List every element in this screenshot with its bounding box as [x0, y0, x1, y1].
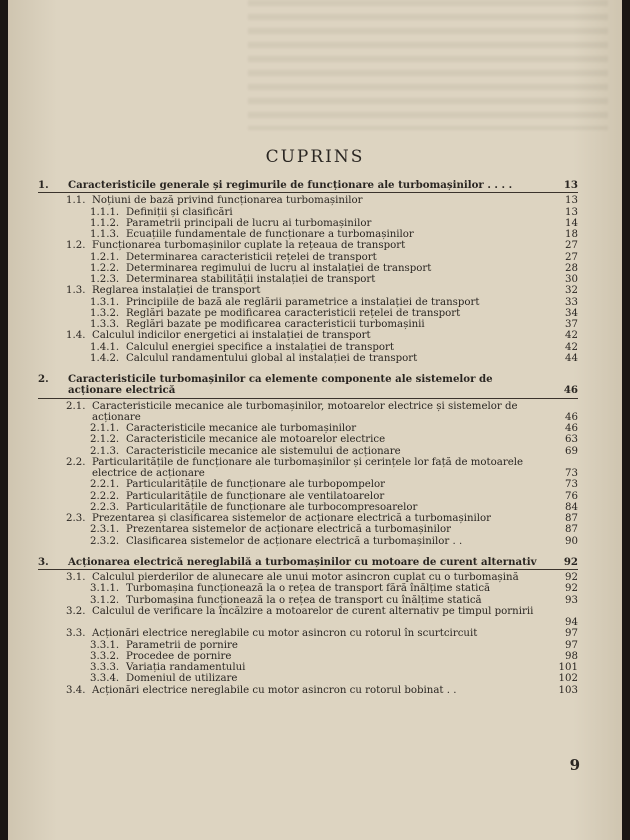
toc-number: 1.2. — [66, 240, 86, 252]
toc-number: 2. — [38, 373, 49, 385]
toc-number: 3.4. — [66, 684, 86, 696]
toc-row-1-1-2[interactable] — [38, 218, 578, 229]
toc-title: Caracteristicile generale și regimurile de funcționare ale turbomașinilor . . . . — [68, 179, 513, 191]
toc-row-2-3-2[interactable] — [38, 536, 578, 547]
toc-title: Procedee de pornire — [126, 650, 232, 662]
toc-number: 3.3. — [66, 628, 86, 640]
toc-page: 13 — [563, 179, 578, 191]
toc-number: 1.2.1. — [90, 251, 120, 263]
toc-number: 2.2.3. — [90, 501, 120, 513]
divider — [38, 398, 578, 399]
toc-title: Caracteristicile turbomașinilor ca elemente componente ale sistemelor de acționare electrică — [68, 373, 493, 397]
toc-row-3-3-2[interactable] — [38, 651, 578, 662]
toc-number: 1.4. — [66, 330, 86, 342]
toc-title: Caracteristicile mecanice ale sistemului de acționare — [126, 445, 401, 457]
toc-number: 2.2. — [66, 456, 86, 468]
toc-row-2-2-1[interactable] — [38, 479, 578, 490]
toc-row-2-1[interactable] — [38, 401, 578, 424]
toc-number: 3.3.2. — [90, 650, 120, 662]
toc-page: 13 — [565, 206, 578, 218]
toc-number: 3.3.3. — [90, 662, 120, 673]
toc-page: 76 — [565, 490, 578, 502]
toc-page: 27 — [565, 251, 578, 263]
toc-row-3-3-3[interactable] — [38, 662, 578, 673]
toc-title: Turbomașina funcționează la o rețea de transport cu înălțime statică — [126, 594, 482, 606]
toc-title: Acționări electrice nereglabile cu motor asincron cu rotorul în scurtcircuit — [92, 628, 478, 640]
toc-number: 3. — [38, 555, 49, 568]
toc-number: 1.2.3. — [90, 274, 120, 285]
toc-title: Clasificarea sistemelor de acționare electrică a turbomașinilor . . — [126, 535, 463, 547]
toc-row-2-1-3[interactable] — [38, 446, 578, 457]
toc-number: 3.2. — [66, 605, 86, 617]
toc-title: Caracteristicile mecanice ale motoarelor electrice — [126, 434, 386, 446]
page-title: CUPRINS — [265, 147, 365, 167]
toc-row-1-1[interactable] — [38, 195, 578, 206]
toc-title: Reglarea instalației de transport — [92, 285, 261, 297]
toc-row-3-2[interactable] — [38, 606, 578, 629]
toc-page: 27 — [565, 240, 578, 252]
toc-row-1-3-1[interactable] — [38, 297, 578, 308]
toc-page: 42 — [565, 330, 578, 342]
toc-number: 3.3.4. — [90, 673, 120, 685]
toc-row-1-4-2[interactable] — [38, 353, 578, 364]
toc-page: 28 — [565, 262, 578, 274]
toc-page: 102 — [558, 673, 578, 685]
toc-title: Calculul indicilor energetici ai instalației de transport — [92, 330, 371, 342]
toc-title: Calculul randamentului global al instalației de transport — [126, 352, 418, 364]
toc-row-2-1-1[interactable] — [38, 423, 578, 434]
toc-row-1-3[interactable] — [38, 285, 578, 296]
toc-title: Principiile de bază ale reglării parametrice a instalației de transport — [126, 296, 480, 308]
toc-row-2-3[interactable] — [38, 513, 578, 524]
toc-row-2-2-3[interactable] — [38, 502, 578, 513]
toc-row-3-3-1[interactable] — [38, 640, 578, 651]
toc-number: 1.3.2. — [90, 307, 120, 319]
toc-page: 30 — [565, 274, 578, 285]
toc-page: 98 — [565, 650, 578, 662]
toc-page: 44 — [565, 352, 578, 364]
toc-page: 14 — [565, 217, 578, 229]
toc-number: 1.2.2. — [90, 262, 120, 274]
toc-row-3-4[interactable] — [38, 685, 578, 696]
toc-page: 33 — [565, 296, 578, 308]
toc-number: 1.1.3. — [90, 229, 120, 240]
toc-number: 2.1.1. — [90, 423, 120, 434]
toc-row-3-3-4[interactable] — [38, 673, 578, 684]
toc-title: Particularitățile de funcționare ale turbocompresoarelor — [126, 501, 418, 513]
toc-page: 87 — [565, 513, 578, 524]
toc-title: Definiții și clasificări — [126, 206, 233, 218]
toc-row-2-3-1[interactable] — [38, 524, 578, 535]
toc-row-1-3-3[interactable] — [38, 319, 578, 330]
bleed-through-text — [248, 0, 608, 130]
toc-number: 1. — [38, 179, 49, 191]
toc-row-1-2[interactable] — [38, 240, 578, 251]
toc-row-2[interactable] — [38, 374, 578, 397]
toc-row-1-4[interactable] — [38, 330, 578, 341]
toc-title: Particularitățile de funcționare ale turbomașinilor și cerințele lor față de motoarele electrice de acționare — [92, 456, 524, 479]
toc-title: Noțiuni de bază privind funcționarea turbomașinilor — [92, 195, 363, 207]
toc-number: 1.4.2. — [90, 352, 120, 364]
toc-page: 87 — [565, 524, 578, 536]
toc-title: Particularitățile de funcționare ale ventilatoarelor — [126, 490, 385, 502]
toc-page: 73 — [565, 468, 578, 479]
toc-page: 90 — [565, 535, 578, 547]
toc-number: 1.3. — [66, 285, 86, 297]
toc-page: 84 — [565, 501, 578, 513]
toc-row-3[interactable] — [38, 557, 578, 568]
toc-number: 3.3.1. — [90, 639, 120, 651]
toc-title: Prezentarea și clasificarea sistemelor de acționare electrică a turbomașinilor — [92, 513, 492, 524]
toc-row-1-3-2[interactable] — [38, 308, 578, 319]
toc-row-3-3[interactable] — [38, 628, 578, 639]
toc-page: 94 — [565, 617, 578, 628]
toc-page: 46 — [563, 384, 578, 397]
toc-number: 3.1. — [66, 572, 86, 583]
toc-title: Caracteristicile mecanice ale turbomașinilor, motoarelor electrice și sistemelor de acționare — [92, 400, 518, 423]
toc-page: 101 — [558, 662, 578, 673]
toc-title: Reglări bazate pe modificarea caracteristicii rețelei de transport — [126, 307, 461, 319]
toc-row-1[interactable] — [38, 180, 578, 191]
toc-page: 63 — [565, 434, 578, 446]
toc-row-1-1-3[interactable] — [38, 229, 578, 240]
toc-number: 2.3.1. — [90, 524, 120, 536]
divider — [38, 192, 578, 193]
toc-title: Ecuațiile fundamentale de funcționare a turbomașinilor — [126, 229, 414, 240]
toc-row-1-1-1[interactable] — [38, 207, 578, 218]
toc-page: 34 — [565, 307, 578, 319]
toc-title: Parametrii principali de lucru ai turbomașinilor — [126, 217, 372, 229]
toc-page: 42 — [565, 341, 578, 353]
toc-number: 1.1.2. — [90, 217, 120, 229]
toc-row-1-2-2[interactable] — [38, 263, 578, 274]
divider — [38, 569, 578, 570]
toc-title: Domeniul de utilizare — [126, 673, 238, 685]
toc-title: Calculul pierderilor de alunecare ale unui motor asincron cuplat cu o turbomașină — [92, 572, 519, 583]
toc-number: 1.1.1. — [90, 206, 120, 218]
toc-number: 3.1.2. — [90, 594, 120, 606]
toc-title: Particularitățile de funcționare ale turbopompelor — [126, 479, 386, 491]
toc-number: 1.4.1. — [90, 341, 120, 353]
toc-title: Parametrii de pornire — [126, 639, 238, 651]
book-page — [8, 0, 622, 840]
toc-row-2-1-2[interactable] — [38, 434, 578, 445]
toc-page: 37 — [565, 319, 578, 330]
toc-page: 92 — [565, 572, 578, 583]
toc-title: Calculul de verificare la încălzire a motoarelor de curent alternativ pe timpul pornirii — [92, 605, 534, 617]
toc-page: 97 — [565, 639, 578, 651]
toc-number: 2.1.3. — [90, 445, 120, 457]
toc-page: 103 — [558, 684, 578, 696]
toc-row-3-1-2[interactable] — [38, 595, 578, 606]
toc-number: 2.2.1. — [90, 479, 120, 491]
toc-title: Variația randamentului — [126, 662, 246, 673]
toc-number: 1.3.3. — [90, 319, 120, 330]
toc-page: 46 — [565, 423, 578, 434]
toc-row-2-2-2[interactable] — [38, 491, 578, 502]
toc-page: 13 — [565, 195, 578, 207]
table-of-contents — [38, 180, 578, 696]
toc-page: 92 — [565, 583, 578, 595]
toc-title: Funcționarea turbomașinilor cuplate la rețeaua de transport — [92, 240, 406, 252]
toc-row-3-1-1[interactable] — [38, 583, 578, 594]
toc-row-2-2[interactable] — [38, 457, 578, 480]
toc-title: Calculul energiei specifice a instalației de transport — [126, 341, 394, 353]
toc-page: 18 — [565, 229, 578, 240]
toc-page: 93 — [565, 594, 578, 606]
toc-page: 97 — [565, 628, 578, 640]
toc-page: 92 — [563, 555, 578, 568]
toc-number: 2.3. — [66, 513, 86, 524]
toc-row-1-2-1[interactable] — [38, 252, 578, 263]
toc-title: Determinarea stabilității instalației de transport — [126, 274, 376, 285]
toc-row-1-4-1[interactable] — [38, 342, 578, 353]
toc-number: 1.3.1. — [90, 296, 120, 308]
toc-number: 3.1.1. — [90, 583, 120, 595]
toc-title: Caracteristicile mecanice ale turbomașinilor — [126, 423, 357, 434]
toc-title: Acționări electrice nereglabile cu motor asincron cu rotorul bobinat . . — [92, 684, 457, 696]
toc-number: 1.1. — [66, 195, 86, 207]
page-number: 9 — [569, 756, 580, 774]
toc-page: 69 — [565, 445, 578, 457]
toc-number: 2.2.2. — [90, 490, 120, 502]
toc-title: Acționarea electrică nereglabilă a turbomașinilor cu motoare de curent alternativ — [68, 555, 537, 568]
toc-number: 2.1.2. — [90, 434, 120, 446]
toc-row-3-1[interactable] — [38, 572, 578, 583]
toc-number: 2.3.2. — [90, 535, 120, 547]
toc-title: Determinarea regimului de lucru al instalației de transport — [126, 262, 432, 274]
toc-title: Determinarea caracteristicii rețelei de transport — [126, 251, 377, 263]
toc-title: Turbomașina funcționează la o rețea de transport fără înălțime statică — [126, 583, 491, 595]
toc-page: 46 — [565, 411, 578, 423]
toc-row-1-2-3[interactable] — [38, 274, 578, 285]
toc-page: 32 — [565, 285, 578, 297]
toc-title: Reglări bazate pe modificarea caracteristicii turbomașinii — [126, 319, 425, 330]
toc-number: 2.1. — [66, 400, 86, 412]
toc-title: Prezentarea sistemelor de acționare electrică a turbomașinilor — [126, 524, 451, 536]
toc-page: 73 — [565, 479, 578, 491]
